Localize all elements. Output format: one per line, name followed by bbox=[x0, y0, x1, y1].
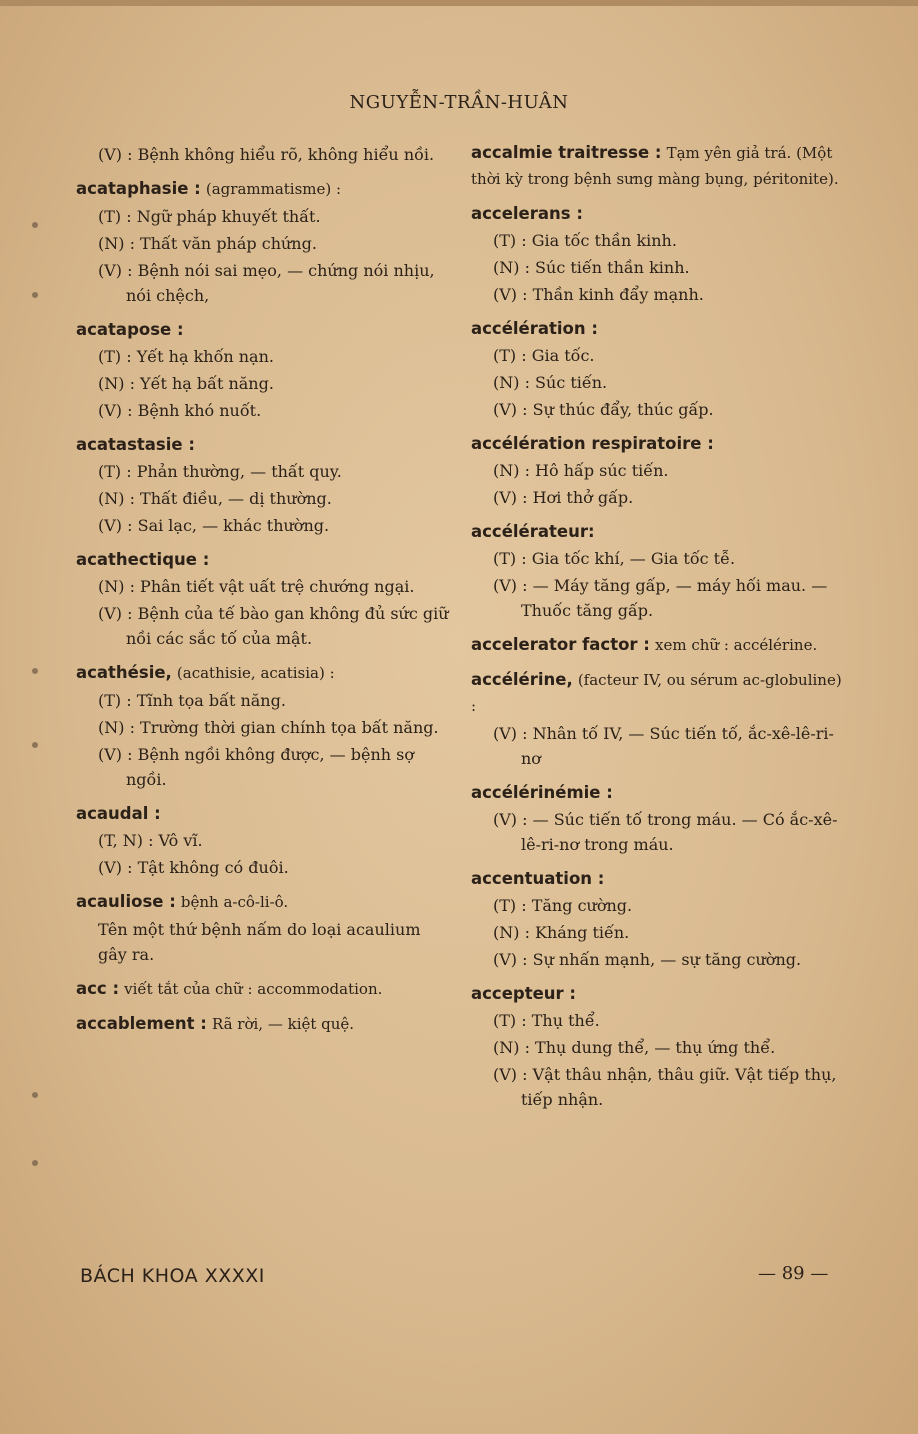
dictionary-entry bbox=[76, 660, 450, 792]
dictionary-entry bbox=[76, 547, 450, 651]
entry-heading bbox=[471, 981, 849, 1006]
definition-line: (V) : — Máy tăng gấp, — máy hối mau. — Thuốc tăng gấp. bbox=[493, 576, 828, 620]
dictionary-entry bbox=[76, 432, 450, 538]
entry-note: (facteur IV, ou sérum ac-globuline) : bbox=[471, 671, 842, 715]
dictionary-entry bbox=[471, 981, 849, 1112]
definition-line: (N) : Súc tiến. bbox=[493, 373, 608, 392]
entry-heading bbox=[76, 547, 450, 572]
footer-publication: BÁCH KHOA XXXXI bbox=[80, 1265, 265, 1287]
definition-line: (T) : Thụ thể. bbox=[493, 1011, 600, 1030]
dictionary-entry bbox=[471, 632, 849, 658]
dictionary-entry bbox=[471, 780, 849, 857]
definition-line: (T) : Gia tốc. bbox=[493, 346, 595, 365]
definition-line: (N) : Thất văn pháp chứng. bbox=[98, 234, 317, 253]
binding-mark bbox=[32, 1160, 38, 1166]
binding-mark bbox=[32, 222, 38, 228]
definition-line: (V) : — Súc tiến tố trong máu. — Có ắc-xê-lê-ri-nơ trong máu. bbox=[493, 810, 838, 854]
definition-line: (T) : Tăng cường. bbox=[493, 896, 633, 915]
dictionary-entry bbox=[76, 801, 450, 880]
definition-line: (V) : Hơi thở gấp. bbox=[493, 488, 634, 507]
entry-term: acathectique : bbox=[76, 550, 210, 569]
binding-mark bbox=[32, 292, 38, 298]
entry-note: (acathisie, acatisia) : bbox=[176, 664, 335, 682]
page-top-edge bbox=[0, 0, 918, 6]
entry-term: accalmie traitresse : bbox=[471, 143, 662, 162]
entry-note: (agrammatisme) : bbox=[205, 180, 342, 198]
entry-term: acataphasie : bbox=[76, 179, 201, 198]
definition-line: (T, N) : Vô vĩ. bbox=[98, 831, 203, 850]
entry-note: viết tắt của chữ : accommodation. bbox=[124, 980, 383, 998]
definition-line: (N) : Súc tiến thần kinh. bbox=[493, 258, 690, 277]
definition-line: (T) : Tĩnh tọa bất năng. bbox=[98, 691, 286, 710]
definition-line: (N) : Thụ dung thể, — thụ ứng thể. bbox=[493, 1038, 776, 1057]
definition-line: (N) : Yết hạ bất năng. bbox=[98, 374, 274, 393]
entry-term: accélérinémie : bbox=[471, 783, 613, 802]
left-column bbox=[76, 140, 450, 1046]
entry-term: accelerans : bbox=[471, 204, 583, 223]
definition-line: (N) : Phân tiết vật uất trệ chướng ngại. bbox=[98, 577, 415, 596]
definition-line: (V) : Sự nhấn mạnh, — sự tăng cường. bbox=[493, 950, 802, 969]
entry-heading bbox=[76, 317, 450, 342]
binding-mark bbox=[32, 742, 38, 748]
dictionary-entry bbox=[471, 316, 849, 422]
entry-term: accentuation : bbox=[471, 869, 605, 888]
entry-term: acauliose : bbox=[76, 892, 176, 911]
definition-line: (V) : Bệnh nói sai mẹo, — chứng nói nhịu, nói chệch, bbox=[98, 261, 435, 305]
entry-note: Tạm yên giả trá. (Một thời kỳ trong bệnh sưng màng bụng, péritonite). bbox=[471, 144, 839, 188]
definition-line: (T) : Phản thường, — thất quy. bbox=[98, 462, 342, 481]
entry-heading bbox=[76, 801, 450, 826]
entry-heading bbox=[76, 660, 450, 686]
entry-note: bệnh a-cô-li-ô. bbox=[180, 893, 289, 911]
definition-line: (T) : Ngữ pháp khuyết thất. bbox=[98, 207, 321, 226]
dictionary-entry bbox=[471, 667, 849, 771]
definition-line: (V) : Thần kinh đẩy mạnh. bbox=[493, 285, 704, 304]
entry-heading bbox=[76, 889, 450, 915]
dictionary-entry bbox=[471, 519, 849, 623]
entry-heading bbox=[76, 976, 450, 1002]
entry-term: acathésie, bbox=[76, 663, 172, 682]
definition-line: (N) : Trường thời gian chính tọa bất năng. bbox=[98, 718, 439, 737]
entry-heading bbox=[471, 632, 849, 658]
entry-term: accélérine, bbox=[471, 670, 573, 689]
entry-note: xem chữ : accélérine. bbox=[655, 636, 818, 654]
dictionary-entry bbox=[76, 976, 450, 1002]
entry-term: accélérateur: bbox=[471, 522, 595, 541]
running-header: NGUYỄN-TRẦN-HUÂN bbox=[349, 92, 569, 113]
dictionary-entry bbox=[76, 176, 450, 308]
entry-term: acatastasie : bbox=[76, 435, 195, 454]
dictionary-entry bbox=[471, 140, 849, 192]
definition-line: (V) : Bệnh khó nuốt. bbox=[98, 401, 262, 420]
entry-heading bbox=[471, 140, 849, 192]
entry-heading bbox=[471, 201, 849, 226]
page-number: — 89 — bbox=[758, 1263, 829, 1284]
entry-heading bbox=[76, 176, 450, 202]
entry-paragraph: Tên một thứ bệnh nấm do loại acaulium gây ra. bbox=[98, 920, 421, 964]
dictionary-entry bbox=[471, 431, 849, 510]
dictionary-entry bbox=[76, 1011, 450, 1037]
entry-heading bbox=[471, 519, 849, 544]
entry-term: accélération respiratoire : bbox=[471, 434, 714, 453]
right-column bbox=[471, 140, 849, 1121]
definition-line: (T) : Gia tốc khí, — Gia tốc tễ. bbox=[493, 549, 736, 568]
entry-term: accélération : bbox=[471, 319, 598, 338]
dictionary-entry bbox=[76, 889, 450, 967]
dictionary-entry bbox=[471, 866, 849, 972]
dictionary-entry bbox=[76, 142, 450, 167]
entry-term: accablement : bbox=[76, 1014, 207, 1033]
entry-term: acaudal : bbox=[76, 804, 161, 823]
definition-line: (N) : Hô hấp súc tiến. bbox=[493, 461, 669, 480]
definition-line: (T) : Gia tốc thần kinh. bbox=[493, 231, 677, 250]
definition-line: (V) : Vật thâu nhận, thâu giữ. Vật tiếp thụ, tiếp nhận. bbox=[493, 1065, 837, 1109]
definition-line: (V) : Nhân tố IV, — Súc tiến tố, ắc-xê-lê-ri-nơ bbox=[493, 724, 834, 768]
entry-term: acatapose : bbox=[76, 320, 184, 339]
entry-heading bbox=[471, 667, 849, 719]
entry-heading bbox=[471, 780, 849, 805]
binding-mark bbox=[32, 1092, 38, 1098]
definition-line: (V) : Bệnh của tế bào gan không đủ sức giữ nồi các sắc tố của mật. bbox=[98, 604, 449, 648]
entry-term: acc : bbox=[76, 979, 120, 998]
entry-term: accelerator factor : bbox=[471, 635, 650, 654]
binding-mark bbox=[32, 668, 38, 674]
entry-heading bbox=[471, 431, 849, 456]
entry-term: accepteur : bbox=[471, 984, 577, 1003]
dictionary-entry bbox=[471, 201, 849, 307]
entry-heading bbox=[76, 1011, 450, 1037]
definition-line: (V) : Sự thúc đẩy, thúc gấp. bbox=[493, 400, 714, 419]
entry-heading bbox=[471, 866, 849, 891]
entry-heading bbox=[76, 432, 450, 457]
definition-line: (T) : Yết hạ khốn nạn. bbox=[98, 347, 274, 366]
entry-note: Rã rời, — kiệt quệ. bbox=[211, 1015, 355, 1033]
entry-heading bbox=[471, 316, 849, 341]
definition-line: (V) : Bệnh ngồi không được, — bệnh sợ ngồi. bbox=[98, 745, 414, 789]
definition-line: (N) : Kháng tiến. bbox=[493, 923, 630, 942]
definition-line: (V) : Bệnh không hiểu rõ, không hiểu nồi. bbox=[98, 145, 435, 164]
dictionary-entry bbox=[76, 317, 450, 423]
definition-line: (N) : Thất điều, — dị thường. bbox=[98, 489, 332, 508]
definition-line: (V) : Sai lạc, — khác thường. bbox=[98, 516, 330, 535]
definition-line: (V) : Tật không có đuôi. bbox=[98, 858, 289, 877]
